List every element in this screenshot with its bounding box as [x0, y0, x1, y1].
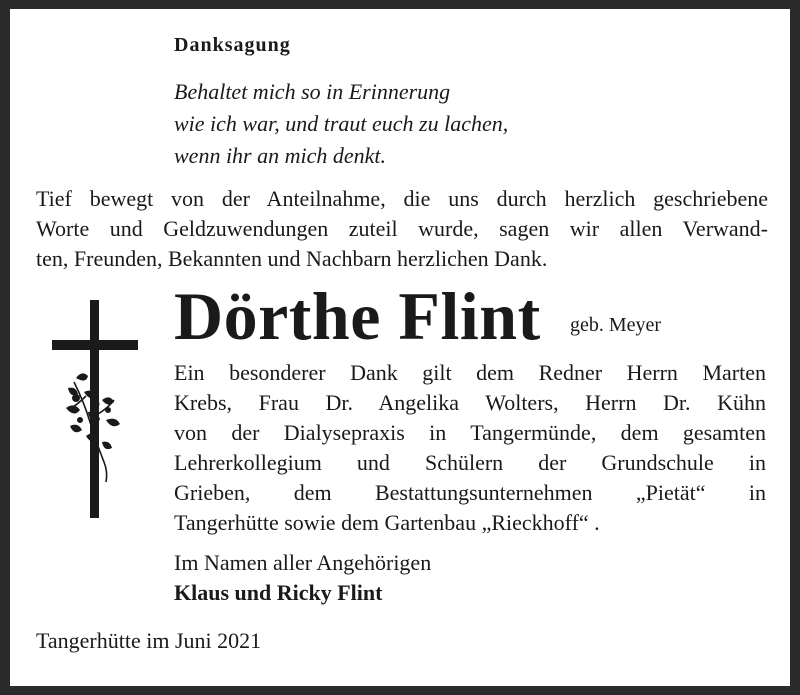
thanks-line: Krebs, Frau Dr. Angelika Wolters, Herrn Dr. Kühn: [174, 390, 766, 415]
intro-line: Tief bewegt von der Anteilnahme, die uns durch herzlich geschriebene: [36, 186, 768, 211]
deceased-name: Dörthe Flint: [174, 278, 541, 354]
place-date: Tangerhütte im Juni 2021: [36, 628, 262, 653]
cross-with-rose-icon: [46, 296, 146, 520]
thanks-line: von der Dialysepraxis in Tangermünde, dem gesamten: [174, 420, 766, 445]
poem-line: wenn ihr an mich denkt.: [174, 143, 387, 168]
intro-line: ten, Freunden, Bekannten und Nachbarn herzlichen Dank.: [36, 246, 548, 271]
thanks-line: Ein besonderer Dank gilt dem Redner Herrn Marten: [174, 360, 766, 385]
thanks-line: Grieben, dem Bestattungsunternehmen „Pietät“ in: [174, 480, 766, 505]
thanks-paragraph: [174, 358, 766, 538]
signature-intro: Im Namen aller Angehörigen: [174, 550, 432, 575]
poem-line: Behaltet mich so in Erinnerung: [174, 79, 451, 104]
thanks-line: Lehrerkollegium und Schülern der Grundschule in: [174, 450, 766, 475]
intro-line: Worte und Geldzuwendungen zuteil wurde, sagen wir allen Verwand-: [36, 216, 768, 241]
signature-names: Klaus und Ricky Flint: [174, 580, 383, 605]
birth-name: geb. Meyer: [570, 314, 662, 336]
memorial-poem: [174, 76, 508, 172]
thanks-line: Tangerhütte sowie dem Gartenbau „Rieckhoff“ .: [174, 510, 600, 535]
intro-paragraph: [36, 184, 768, 274]
notice-heading: Danksagung: [174, 34, 291, 56]
poem-line: wie ich war, und traut euch zu lachen,: [174, 111, 509, 136]
